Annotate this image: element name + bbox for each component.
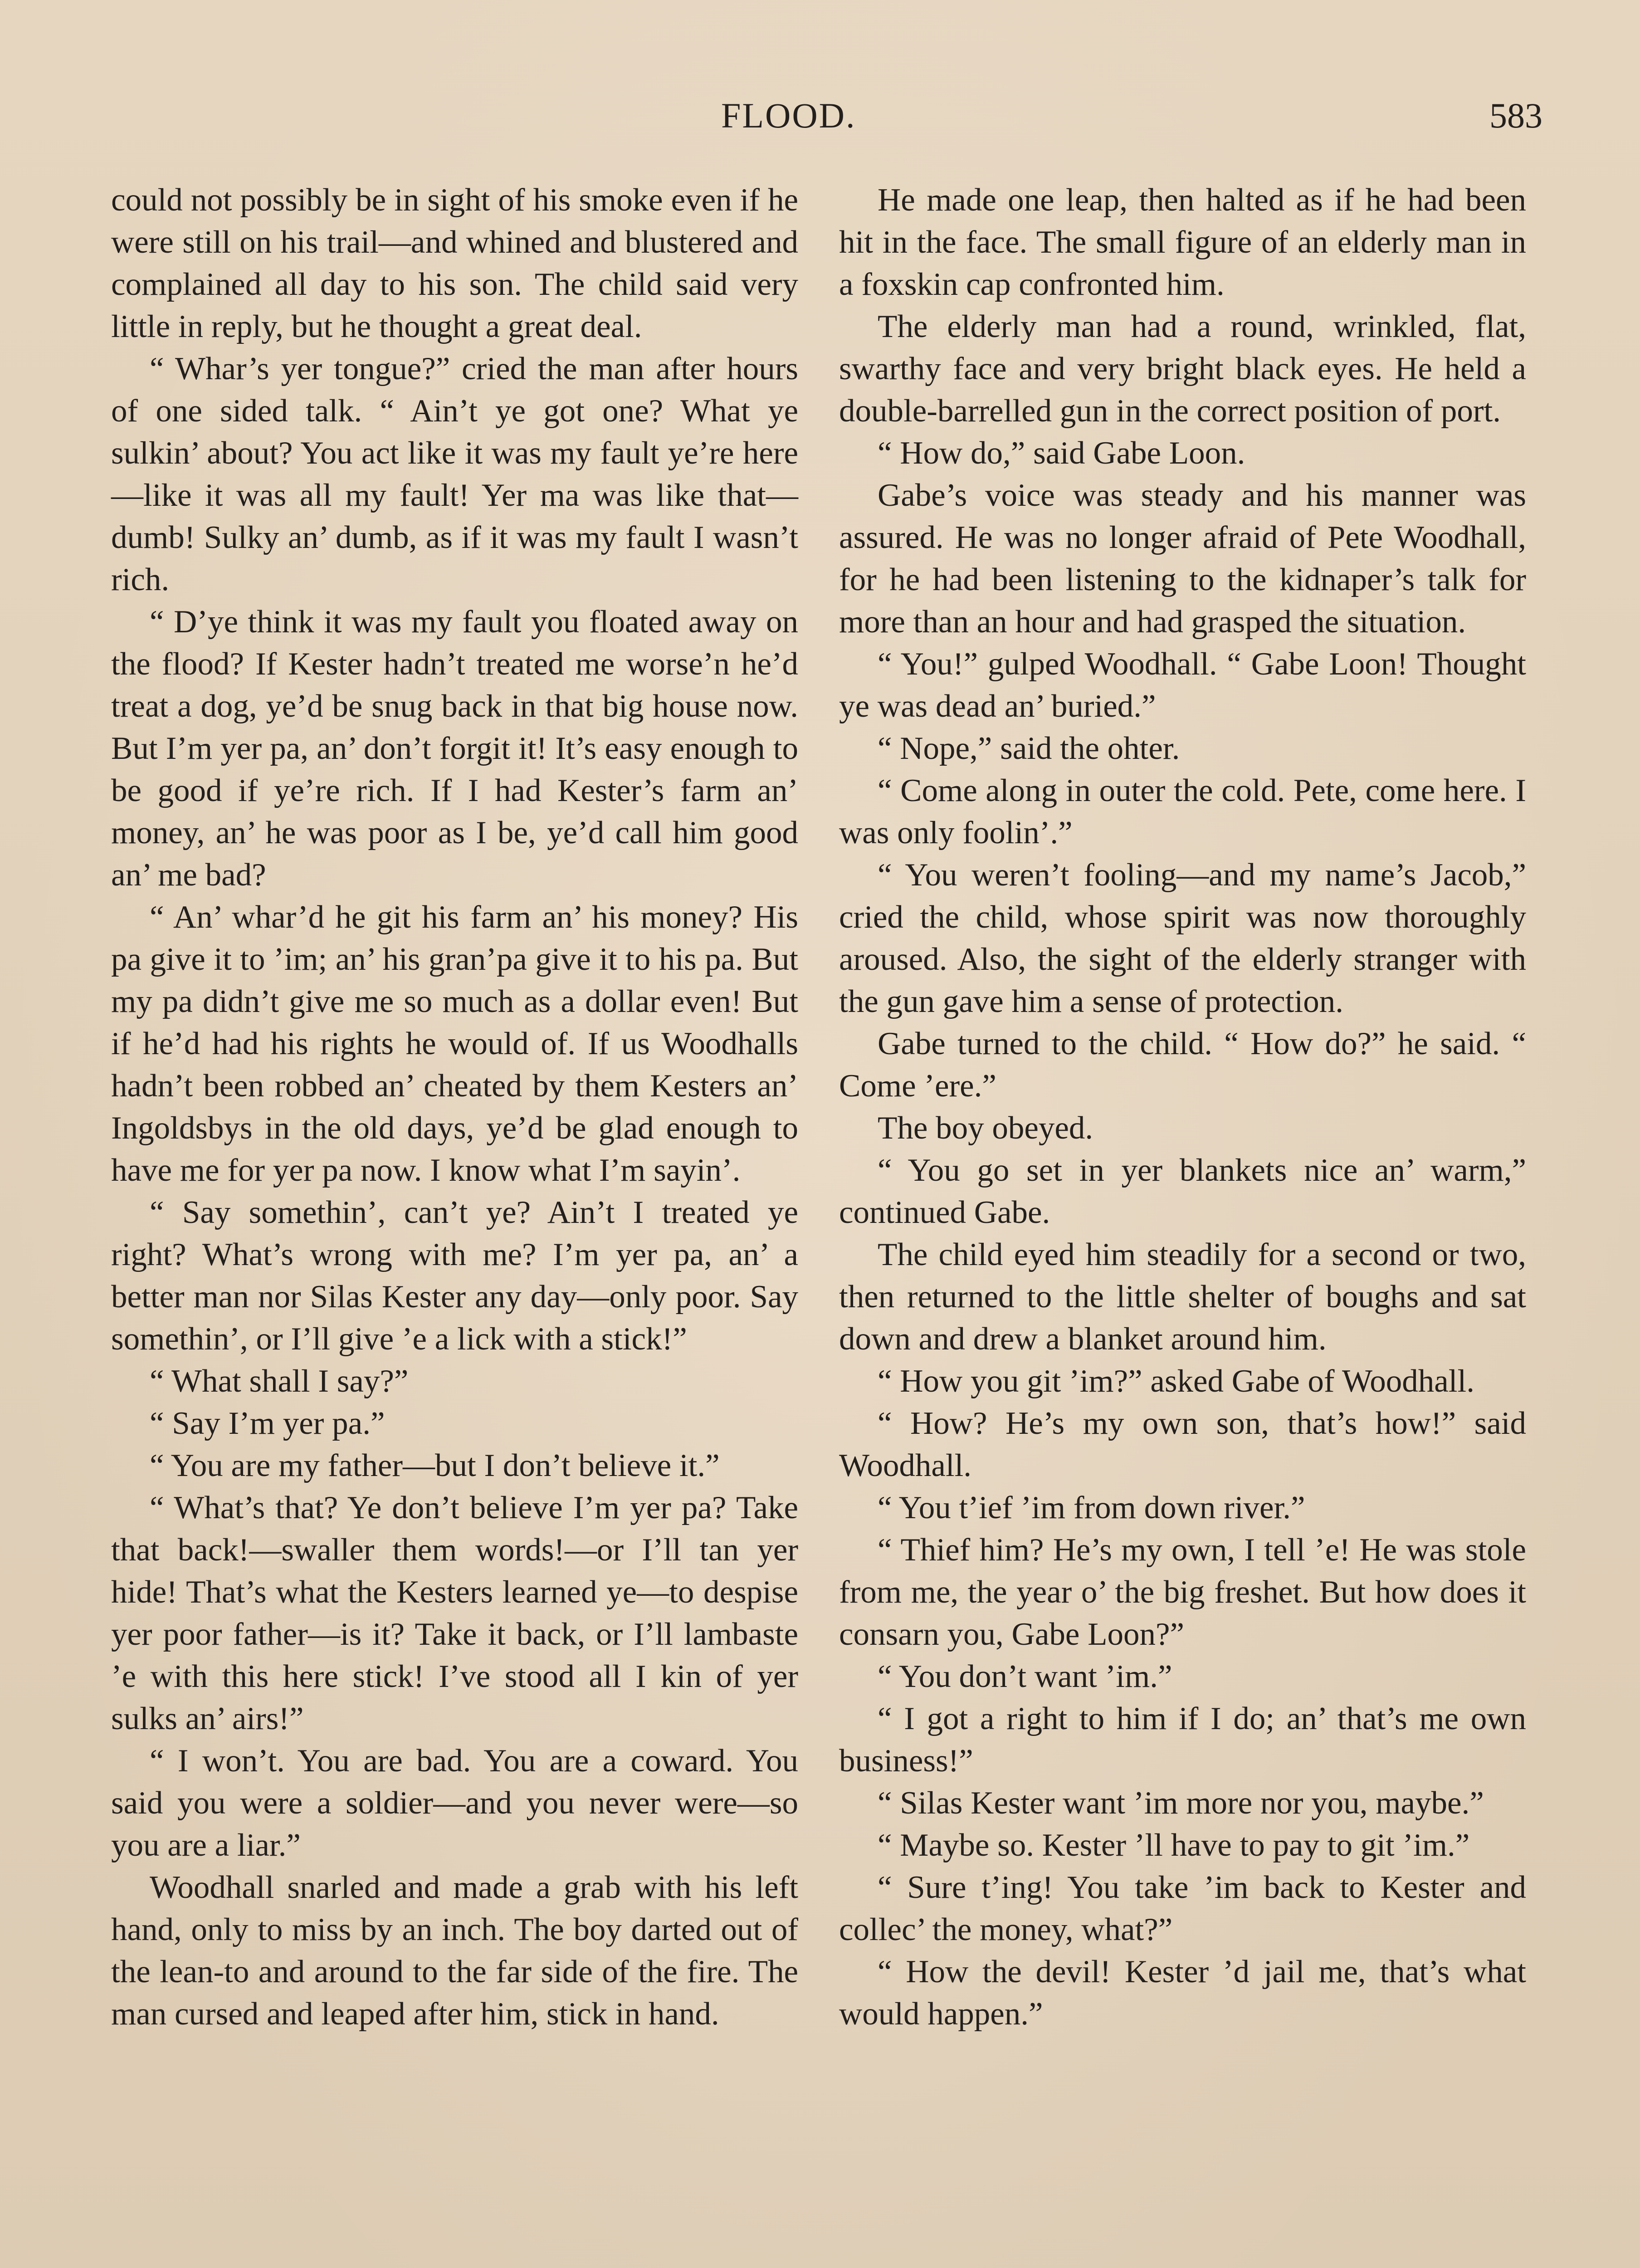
paragraph: “ How do,” said Gabe Loon.: [878, 435, 1245, 471]
running-title: FLOOD.: [721, 96, 856, 135]
running-head: [0, 95, 1640, 150]
paragraph: He made one leap, then halted as if he had been hit in the face. The small figure of an elderly man in a foxskin cap confronted him.: [839, 182, 1526, 302]
paragraph: “ What shall I say?”: [150, 1364, 409, 1399]
paragraph: “ How the devil! Kester ’d jail me, that’s what would happen.”: [839, 1954, 1526, 2032]
left-column: [111, 179, 798, 2035]
paragraph: “ Come along in outer the cold. Pete, come here. I was only foolin’.”: [839, 773, 1526, 850]
paragraph: “ Nope,” said the ohter.: [878, 731, 1180, 766]
paragraph: Gabe turned to the child. “ How do?” he said. “ Come ’ere.”: [839, 1026, 1526, 1104]
paragraph: could not possibly be in sight of his smoke even if he were still on his trail—and whined and blustered and complained all day to his son. The child said very little in reply, but he thought a great deal.: [111, 182, 798, 344]
paragraph: “ You weren’t fooling—and my name’s Jacob,” cried the child, whose spirit was now thoroughly aroused. Also, the sight of the elderly stranger with the gun gave him a sense of protection.: [839, 857, 1526, 1019]
paragraph: “ You are my father—but I don’t believe it.”: [150, 1448, 720, 1483]
paragraph: “ Thief him? He’s my own, I tell ’e! He was stole from me, the year o’ the big freshet. But how does it consarn you, Gabe Loon?”: [839, 1532, 1526, 1652]
paragraph: “ Silas Kester want ’im more nor you, maybe.”: [878, 1785, 1484, 1821]
paragraph: “ How you git ’im?” asked Gabe of Woodhall.: [878, 1364, 1474, 1399]
paragraph: “ Say I’m yer pa.”: [150, 1406, 385, 1441]
paragraph: “ How? He’s my own son, that’s how!” said Woodhall.: [839, 1406, 1526, 1483]
paragraph: “ What’s that? Ye don’t believe I’m yer pa? Take that back!—swaller them words!—or I’ll tan yer hide! That’s what the Kesters learned ye—to despise yer poor father—is it? Take it back, or I’ll lambaste ’e with this here stick! I’ve stood all I kin of yer sulks an’ airs!”: [111, 1490, 798, 1736]
paragraph: Gabe’s voice was steady and his manner was assured. He was no longer afraid of Pete Woodhall, for he had been listening to the kidnaper’s talk for more than an hour and had grasped the situation.: [839, 478, 1526, 640]
paragraph: “ Maybe so. Kester ’ll have to pay to git ’im.”: [878, 1828, 1470, 1863]
paragraph: The boy obeyed.: [878, 1110, 1093, 1146]
paragraph: “ You go set in yer blankets nice an’ warm,” continued Gabe.: [839, 1153, 1526, 1230]
paragraph: Woodhall snarled and made a grab with his left hand, only to miss by an inch. The boy darted out of the lean-to and around to the far side of the fire. The man cursed and leaped after him, stick in hand.: [111, 1870, 798, 2032]
paragraph: “ Sure t’ing! You take ’im back to Kester and collec’ the money, what?”: [839, 1870, 1526, 1947]
right-column: [839, 179, 1526, 2035]
paragraph: “ I got a right to him if I do; an’ that’s me own business!”: [839, 1701, 1526, 1779]
page-number: 583: [1489, 96, 1542, 135]
paragraph: “ Say somethin’, can’t ye? Ain’t I treated ye right? What’s wrong with me? I’m yer pa, an’ a better man nor Silas Kester any day—only poor. Say somethin’, or I’ll give ’e a lick with a stick!”: [111, 1195, 798, 1357]
paragraph: “ I won’t. You are bad. You are a coward. You said you were a soldier—and you never were—so you are a liar.”: [111, 1743, 798, 1863]
paragraph: “ D’ye think it was my fault you floated away on the flood? If Kester hadn’t treated me worse’n he’d treat a dog, ye’d be snug back in that big house now. But I’m yer pa, an’ don’t forgit it! It’s easy enough to be good if ye’re rich. If I had Kester’s farm an’ money, an’ he was poor as I be, ye’d call him good an’ me bad?: [111, 604, 798, 893]
paragraph: The child eyed him steadily for a second or two, then returned to the little shelter of boughs and sat down and drew a blanket around him.: [839, 1237, 1526, 1357]
paragraph: “ You!” gulped Woodhall. “ Gabe Loon! Thought ye was dead an’ buried.”: [839, 646, 1526, 724]
paragraph: “ You don’t want ’im.”: [878, 1659, 1172, 1694]
paragraph: “ Whar’s yer tongue?” cried the man after hours of one sided talk. “ Ain’t ye got one? What ye sulkin’ about? You act like it was my fault ye’re here—like it was all my fault! Yer ma was like that—dumb! Sulky an’ dumb, as if it was my fault I wasn’t rich.: [111, 351, 798, 597]
paragraph: “ You t’ief ’im from down river.”: [878, 1490, 1305, 1525]
paragraph: “ An’ whar’d he git his farm an’ his money? His pa give it to ’im; an’ his gran’pa give it to his pa. But my pa didn’t give me so much as a dollar even! But if he’d had his rights he would of. If us Woodhalls hadn’t been robbed an’ cheated by them Kesters an’ Ingoldsbys in the old days, ye’d be glad enough to have me for yer pa now. I know what I’m sayin’.: [111, 899, 798, 1188]
paragraph: The elderly man had a round, wrinkled, flat, swarthy face and very bright black eyes. He held a double-barrelled gun in the correct position of port.: [839, 309, 1526, 429]
